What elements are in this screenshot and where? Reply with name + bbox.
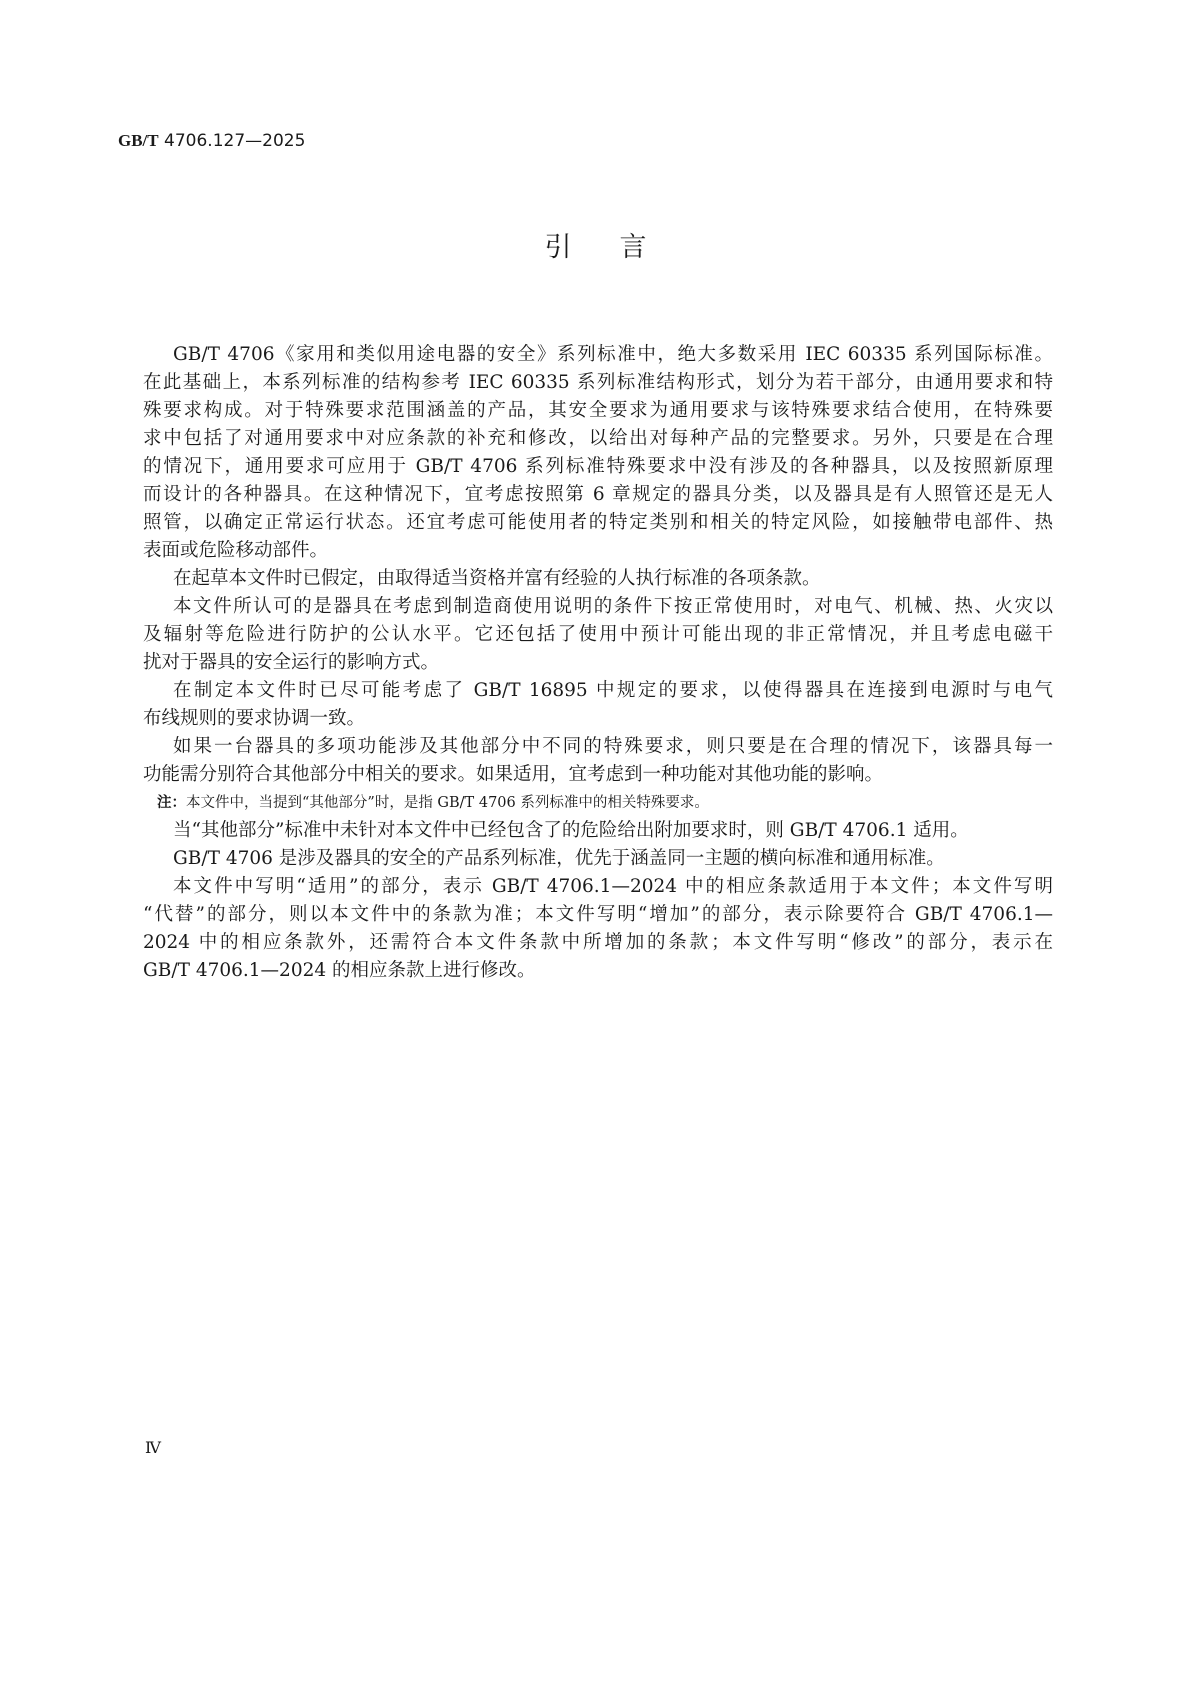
note-label: 注： (157, 794, 186, 811)
paragraph-line: “代替”的部分，则以本文件中的条款为准；本文件写明“增加”的部分，表示除要符合 GB/T 4706.1— (143, 904, 1053, 925)
note-text: 本文件中，当提到“其他部分”时，是指 GB/T 4706 系列标准中的相关特殊要求。 (186, 795, 709, 811)
paragraph-line: 的情况下，通用要求可应用于 GB/T 4706 系列标准特殊要求中没有涉及的各种器具，以及按照新原理 (143, 456, 1053, 477)
paragraph (143, 733, 1053, 789)
paragraph-line: 布线规则的要求协调一致。 (143, 708, 366, 729)
paragraph-line: 而设计的各种器具。在这种情况下，宜考虑按照第 6 章规定的器具分类，以及器具是有人照管还是无人 (143, 484, 1053, 505)
paragraph-line: 照管，以确定正常运行状态。还宜考虑可能使用者的特定类别和相关的特定风险，如接触带电部件、热 (143, 512, 1053, 533)
paragraph (143, 817, 1053, 845)
paragraph-line: GB/T 4706.1—2024 的相应条款上进行修改。 (143, 960, 536, 981)
page-number: Ⅳ (145, 1438, 161, 1457)
paragraph-line: 表面或危险移动部件。 (143, 540, 329, 561)
paragraph (143, 873, 1053, 985)
paragraph-line: 在制定本文件时已尽可能考虑了 GB/T 16895 中规定的要求，以使得器具在连接到电源时与电气 (173, 680, 1053, 701)
introduction-body (143, 341, 1053, 985)
paragraph-line: GB/T 4706《家用和类似用途电器的安全》系列标准中，绝大多数采用 IEC 60335 系列国际标准。 (173, 344, 1053, 365)
section-title: 引言 (544, 232, 695, 263)
paragraph-line: 本文件中写明“适用”的部分，表示 GB/T 4706.1—2024 中的相应条款适用于本文件；本文件写明 (173, 876, 1053, 897)
paragraph-line: 2024 中的相应条款外，还需符合本文件条款中所增加的条款；本文件写明“修改”的部分，表示在 (143, 932, 1053, 953)
paragraph-line: 求中包括了对通用要求中对应条款的补充和修改，以给出对每种产品的完整要求。另外，只要是在合理 (143, 428, 1053, 449)
paragraph-line: 在此基础上，本系列标准的结构参考 IEC 60335 系列标准结构形式，划分为若干部分，由通用要求和特 (143, 372, 1053, 393)
paragraph-line: 功能需分别符合其他部分中相关的要求。如果适用，宜考虑到一种功能对其他功能的影响。 (143, 764, 884, 785)
document-code-number: 4706.127—2025 (164, 131, 306, 151)
paragraph-line: 本文件所认可的是器具在考虑到制造商使用说明的条件下按正常使用时，对电气、机械、热、火灾以 (173, 596, 1053, 617)
paragraph-line: 殊要求构成。对于特殊要求范围涵盖的产品，其安全要求为通用要求与该特殊要求结合使用，在特殊要 (143, 400, 1053, 421)
note (143, 789, 1053, 817)
document-code (118, 131, 305, 151)
paragraph-line: 当“其他部分”标准中未针对本文件中已经包含了的危险给出附加要求时，则 GB/T 4706.1 适用。 (173, 820, 969, 841)
paragraph-line: 在起草本文件时已假定，由取得适当资格并富有经验的人执行标准的各项条款。 (173, 568, 821, 589)
paragraph (143, 341, 1053, 565)
document-code-prefix: GB/T (118, 131, 159, 150)
paragraph-line: GB/T 4706 是涉及器具的安全的产品系列标准，优先于涵盖同一主题的横向标准和通用标准。 (173, 848, 945, 869)
paragraph (143, 565, 1053, 593)
paragraph-line: 扰对于器具的安全运行的影响方式。 (143, 652, 440, 673)
paragraph-line: 及辐射等危险进行防护的公认水平。它还包括了使用中预计可能出现的非正常情况，并且考虑电磁干 (143, 624, 1053, 645)
paragraph (143, 845, 1053, 873)
paragraph (143, 593, 1053, 677)
paragraph-line: 如果一台器具的多项功能涉及其他部分中不同的特殊要求，则只要是在合理的情况下，该器具每一 (173, 736, 1053, 757)
paragraph (143, 677, 1053, 733)
